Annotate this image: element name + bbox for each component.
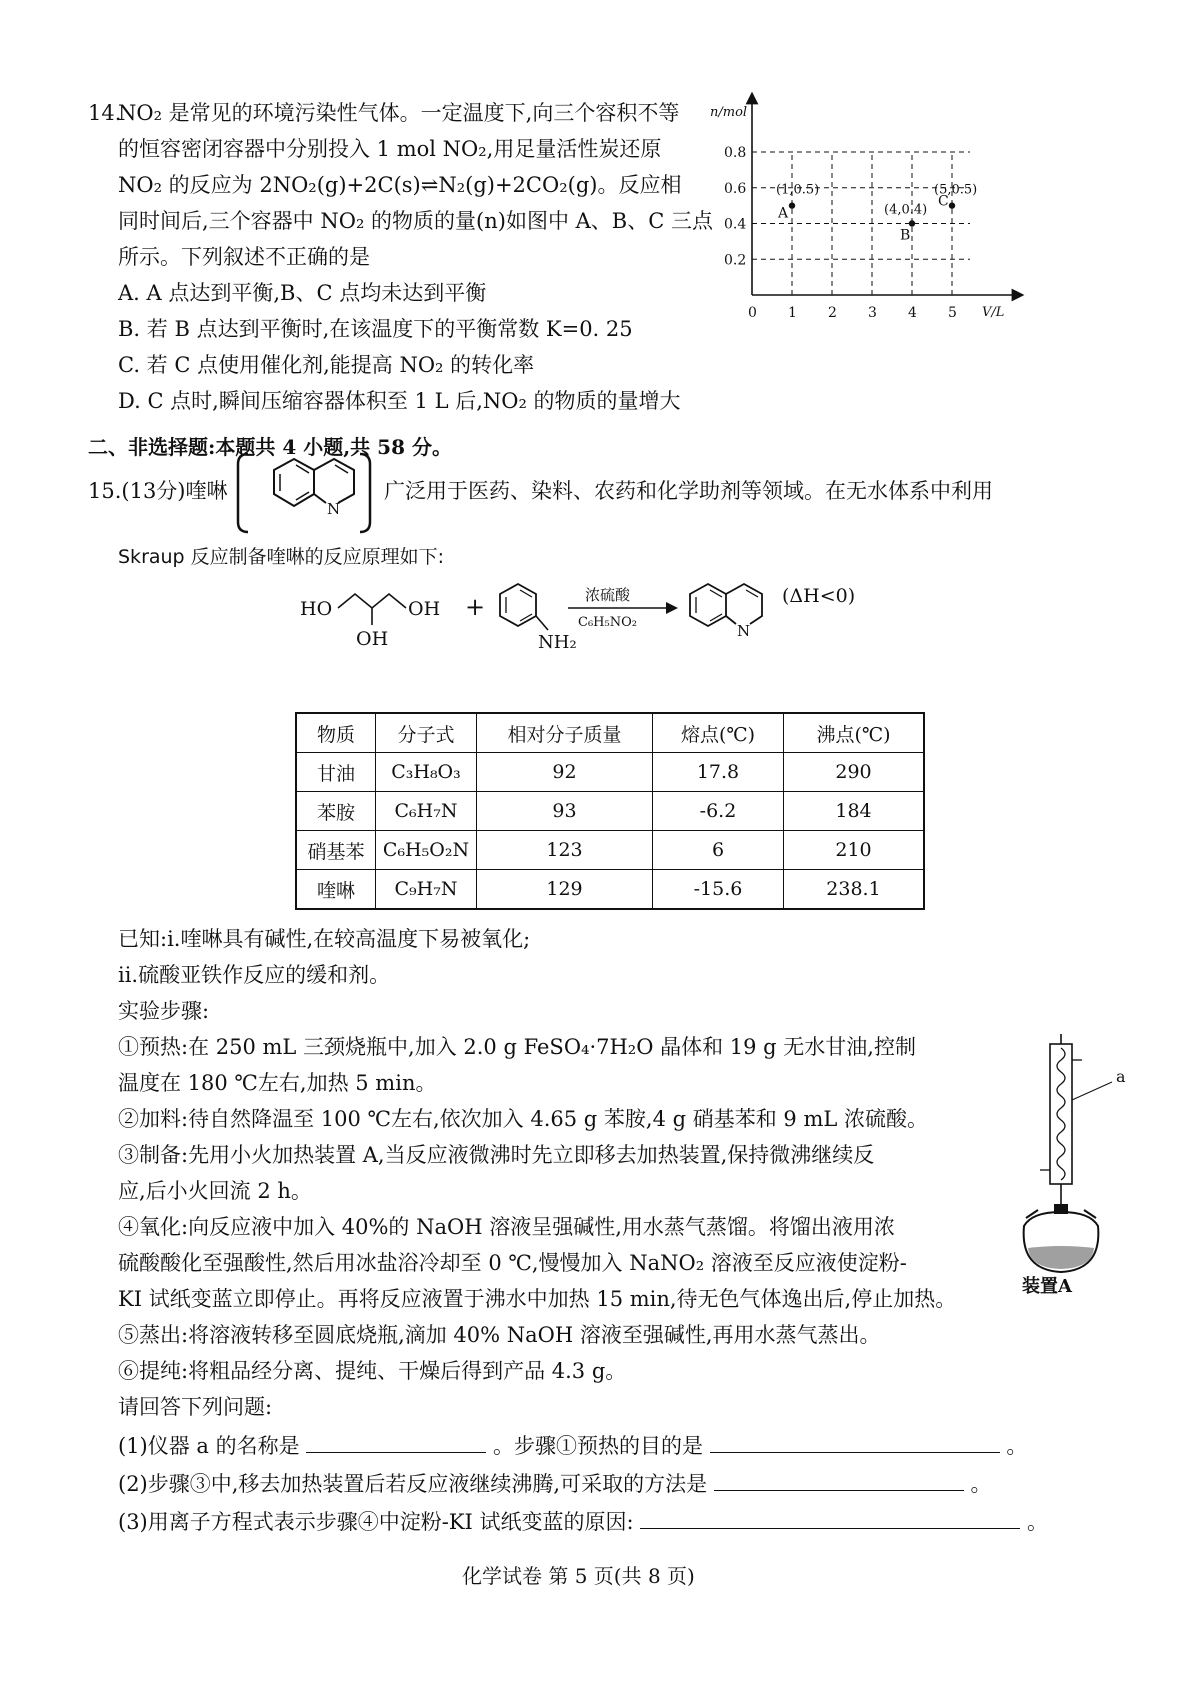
product-n: N [737, 622, 751, 640]
question-2 [118, 1468, 991, 1499]
question-1-end: 。 [1006, 1434, 1028, 1458]
x-tick-label: 5 [948, 305, 957, 321]
q14-stem-line-3: NO₂ 的反应为 2NO₂(g)+2C(s)⇌N₂(g)+2CO₂(g)。反应相 [118, 173, 682, 197]
quinoline-n-label: N [327, 500, 341, 518]
data-point-C [949, 202, 955, 208]
x-tick-label: 2 [828, 305, 837, 321]
section2-heading: 二、非选择题:本题共 4 小题,共 58 分。 [88, 435, 452, 459]
table-cell: 184 [784, 792, 925, 831]
table-row [296, 753, 924, 792]
step-line-7: 硫酸酸化至强酸性,然后用冰盐浴冷却至 0 ℃,慢慢加入 NaNO₂ 溶液至反应液使淀粉- [118, 1251, 907, 1275]
glycerol-ho: HO [300, 598, 333, 620]
table-cell: 17.8 [653, 753, 784, 792]
table-cell: C₃H₈O₃ [376, 753, 477, 792]
point-coord-label-A: (1,0.5) [776, 182, 820, 198]
reaction-scheme [300, 580, 900, 690]
known-3: 实验步骤: [118, 999, 210, 1023]
table-cell: 238.1 [784, 870, 925, 910]
x-tick-label: 3 [868, 305, 877, 321]
answer-blank-3[interactable] [640, 1506, 1020, 1529]
table-cell: 甘油 [296, 753, 376, 792]
table-cell: 苯胺 [296, 792, 376, 831]
delta-h: (ΔH<0) [782, 585, 856, 607]
step-line-2: 温度在 180 ℃左右,加热 5 min。 [118, 1071, 437, 1095]
chart-grid [752, 152, 970, 295]
x-tick-label: 0 [748, 305, 757, 321]
step-line-1: ①预热:在 250 mL 三颈烧瓶中,加入 2.0 g FeSO₄·7H₂O 晶体和 19 g 无水甘油,控制 [118, 1035, 916, 1059]
q14-number: 14. [88, 101, 122, 125]
plus-sign: + [465, 593, 486, 621]
step-line-5: 应,后小火回流 2 h。 [118, 1179, 312, 1203]
table-row [296, 792, 924, 831]
table-header: 相对分子质量 [477, 713, 653, 753]
q15-prefix: 15.(13分)喹啉 [88, 479, 228, 503]
x-axis-label: V/L [982, 305, 1005, 320]
label-a: a [1116, 1067, 1126, 1086]
x-tick-label: 1 [788, 305, 797, 321]
question-3-text: (3)用离子方程式表示步骤④中淀粉-KI 试纸变蓝的原因: [118, 1510, 634, 1534]
q15-intro-tail: 广泛用于医药、染料、农药和化学助剂等领域。在无水体系中利用 [384, 479, 993, 503]
q15-intro2: Skraup 反应制备喹啉的反应原理如下: [118, 546, 445, 568]
known-1: 已知:ⅰ.喹啉具有碱性,在较高温度下易被氧化; [118, 927, 531, 951]
question-3 [118, 1506, 1048, 1537]
table-cell: C₆H₅O₂N [376, 831, 477, 870]
point-coord-label-B: (4,0.4) [884, 202, 928, 218]
known-2: ⅱ.硫酸亚铁作反应的缓和剂。 [118, 963, 391, 987]
table-row [296, 831, 924, 870]
table-header: 分子式 [376, 713, 477, 753]
table-cell: -15.6 [653, 870, 784, 910]
q14-option-c: C. 若 C 点使用催化剂,能提高 NO₂ 的转化率 [118, 353, 535, 377]
table-row [296, 870, 924, 910]
y-tick-label: 0.8 [724, 145, 747, 161]
question-prompt: 请回答下列问题: [118, 1395, 273, 1419]
table-cell: 290 [784, 753, 925, 792]
condition-bottom: C₆H₅NO₂ [578, 615, 637, 630]
step-line-9: ⑤蒸出:将溶液转移至圆底烧瓶,滴加 40% NaOH 溶液至强碱性,再用水蒸气蒸出。 [118, 1323, 881, 1347]
table-cell: 210 [784, 831, 925, 870]
table-header-row [296, 713, 924, 753]
apparatus-a-diagram [1000, 1030, 1140, 1280]
q14-option-a: A. A 点达到平衡,B、C 点均未达到平衡 [118, 281, 487, 305]
properties-table [295, 712, 925, 910]
y-axis-label: n/mol [710, 105, 748, 120]
table-cell: 喹啉 [296, 870, 376, 910]
glycerol-oh-right: OH [408, 598, 441, 620]
pointer-line [1072, 1082, 1112, 1100]
table-cell: 硝基苯 [296, 831, 376, 870]
q14-stem-line-4: 同时间后,三个容器中 NO₂ 的物质的量(n)如图中 A、B、C 三点 [118, 209, 713, 233]
y-tick-label: 0.4 [724, 216, 747, 233]
q14-stem-line-5: 所示。下列叙述不正确的是 [118, 245, 370, 269]
table-cell: 6 [653, 831, 784, 870]
page-footer: 化学试卷 第 5 页(共 8 页) [462, 1564, 695, 1588]
table-header: 熔点(℃) [653, 713, 784, 753]
apparatus-a-label: 装置A [1022, 1276, 1072, 1297]
step-line-4: ③制备:先用小火加热装置 A,当反应液微沸时先立即移去加热装置,保持微沸继续反 [118, 1143, 875, 1167]
aniline-nh2: NH₂ [538, 632, 577, 653]
point-name-A: A [778, 205, 789, 222]
glycerol-oh-bottom: OH [356, 628, 389, 650]
question-1b-text: 。步骤①预热的目的是 [493, 1434, 703, 1458]
point-name-C: C [938, 193, 949, 210]
table-header: 物质 [296, 713, 376, 753]
step-line-8: KI 试纸变蓝立即停止。再将反应液置于沸水中加热 15 min,待无色气体逸出后,停止加热。 [118, 1287, 957, 1311]
question-1 [118, 1430, 1027, 1461]
table-cell: 129 [477, 870, 653, 910]
x-tick-label: 4 [908, 305, 917, 321]
table-cell: 93 [477, 792, 653, 831]
question-1a-text: (1)仪器 a 的名称是 [118, 1434, 300, 1458]
condition-top: 浓硫酸 [585, 586, 631, 604]
table-cell: 123 [477, 831, 653, 870]
table-cell: C₉H₇N [376, 870, 477, 910]
step-line-3: ②加料:待自然降温至 100 ℃左右,依次加入 4.65 g 苯胺,4 g 硝基苯和 9 mL 浓硫酸。 [118, 1107, 928, 1131]
answer-blank-1b[interactable] [710, 1430, 1000, 1453]
table-header: 沸点(℃) [784, 713, 925, 753]
data-point-A [789, 202, 795, 208]
question-2-end: 。 [970, 1472, 992, 1496]
table-cell: 92 [477, 753, 653, 792]
point-name-B: B [900, 227, 911, 244]
chart-points [776, 183, 977, 244]
quinoline-structure-inline [234, 450, 374, 536]
data-point-B [909, 220, 915, 226]
y-tick-label: 0.6 [724, 180, 747, 197]
point-coord-label-C: (5,0.5) [934, 182, 978, 198]
step-line-6: ④氧化:向反应液中加入 40%的 NaOH 溶液呈强碱性,用水蒸气蒸馏。将馏出液用浓 [118, 1215, 895, 1239]
q14-option-d: D. C 点时,瞬间压缩容器体积至 1 L 后,NO₂ 的物质的量增大 [118, 389, 681, 413]
q14-chart [700, 90, 1030, 330]
q14-stem-line-2: 的恒容密闭容器中分别投入 1 mol NO₂,用足量活性炭还原 [118, 137, 662, 161]
answer-blank-2[interactable] [714, 1468, 964, 1491]
question-3-end: 。 [1026, 1510, 1048, 1534]
table-cell: -6.2 [653, 792, 784, 831]
q14-option-b: B. 若 B 点达到平衡时,在该温度下的平衡常数 K=0. 25 [118, 317, 633, 341]
q14-stem-line-1: NO₂ 是常见的环境污染性气体。一定温度下,向三个容积不等 [118, 101, 680, 125]
table-cell: C₆H₇N [376, 792, 477, 831]
question-2-text: (2)步骤③中,移去加热装置后若反应液继续沸腾,可采取的方法是 [118, 1472, 708, 1496]
answer-blank-1a[interactable] [306, 1430, 486, 1453]
step-line-10: ⑥提纯:将粗品经分离、提纯、干燥后得到产品 4.3 g。 [118, 1359, 627, 1383]
y-tick-label: 0.2 [724, 252, 747, 269]
